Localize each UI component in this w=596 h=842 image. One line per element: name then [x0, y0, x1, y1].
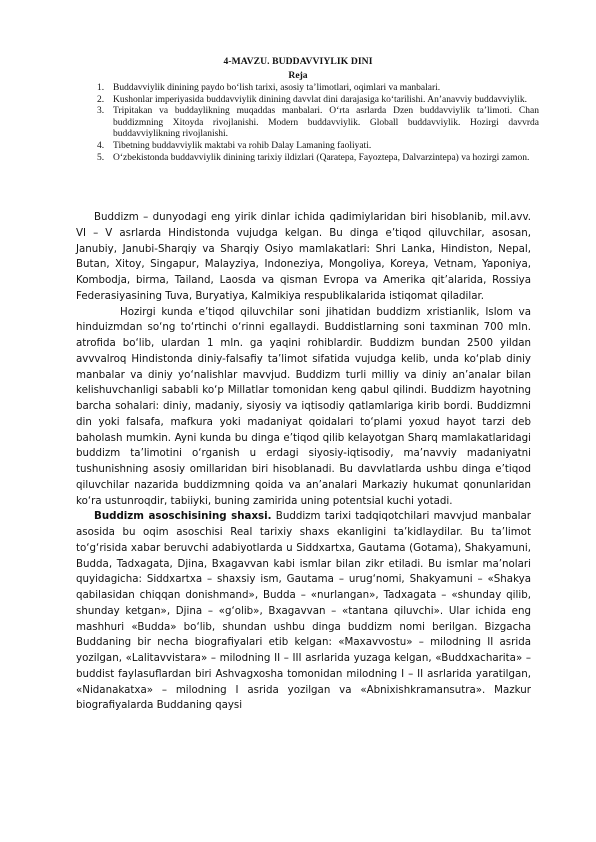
paragraph-intro: Buddizm – dunyodagi eng yirik dinlar ichida qadimiylaridan biri hisoblanib, mil.avv. VI – V asrlarda Hindistonda vujudga kelgan. Bu dinga e’tiqod qiluvchilar, asosan, Janubiy, Janubi-Sharqiy va Sharqiy Osiyo mamlakatlari: Shri Lanka, Hindiston, Nepal, Butan, Xitoy, Singapur, Malayziya, Indoneziya, Mongoliya, Koreya, Vetnam, Yaponiya, Kombodja, birma, Tailand, Laosda va qisman Evropa va Amerika qit’alarida, Rossiya Federasiyasining Tuva, Buryatiya, Kalmikiya respublikalarida istiqomat qiladilar. — [76, 211, 531, 302]
plan-item — [93, 95, 539, 107]
plan-item-number: 2. — [97, 94, 105, 105]
plan-item-text: O‘zbekistonda buddavviylik dinining tarixiy ildizlari (Qaratepa, Fayoztepa, Dalvarzintepa) va hozirgi zamon. — [113, 152, 530, 163]
plan-item-number: 3. — [97, 106, 105, 117]
plan-item — [93, 153, 539, 165]
plan-heading: Reja — [288, 70, 308, 81]
plan-item-text: Tripitakan va buddaylikning muqaddas manbalari. O‘rta asrlarda Dzen buddavviylik ta’limoti. Chan buddizmning Xitoyda rivojlanishi. Modern buddavviylik. Globall buddavviylik. Hozirgi davvrda buddavviylikning rivojlanishi. — [113, 106, 539, 140]
plan-item-text: Tibetning buddavviylik maktabi va rohib Dalay Lamaning faoliyati. — [113, 140, 372, 151]
plan-item-number: 4. — [97, 140, 105, 151]
plan-item — [93, 83, 539, 95]
paragraph-founder-text: Buddizm tarixi tadqiqotchilari mavvjud manbalar asosida bu oqim asoschisi Real tarixiy shaxs ekanligini ta’kidlaydilar. Bu ta’limot to‘g‘risida xabar beruvchi adabiyotlarda u Siddxartxa, Gautama (Gotama), Shakyamuni, Budda, Tadxagata, Djina, Bxagavvan kabi ismlar bilan zikr etiladi. Bu ismlar ma’nolari quyidagicha: Siddxartxa – shaxsiy ism, Gautama – urug‘nomi, Shakyamuni – «Shakya qabilasidan chiqqan donishmand», Budda – «nurlangan», Tadxagata – «shunday qilib, shunday ketgan», Djina – «g‘olib», Bxagavvan – «tantana qiluvchi». Ular ichida eng mashhuri «Budda» bo‘lib, shundan ushbu dinga buddizm nomi berilgan. Bizgacha Buddaning bir necha biografiyalari etib kelgan: «Maxavvostu» – milodning II asrida yozilgan, «Lalitavvistara» – milodning II – III asrlarida yuzaga kelgan, «Buddxacharita» – buddist faylasuflardan biri Ashvagxosha tomonidan milodning I – II asrlarida yaratilgan, «Nidanakatxa» – milodning I asrida yozilgan va «Abnixishkramansutra». Mazkur biografiyalarda Buddaning qaysi — [76, 510, 531, 712]
paragraph-followers: Hozirgi kunda e’tiqod qiluvchilar soni jihatidan buddizm xristianlik, Islom va hinduizmdan so‘ng to‘rtinchi o‘rinni egallaydi. Buddistlarning soni taxminan 700 mln. atrofida bo‘lib, ulardan 1 mln. ga yaqini rohiblardir. Buddizm bundan 2500 yildan avvvalroq Hindistonda diniy-falsafiy ta’limot sifatida vujudga kelib, unda ko‘plab diniy manbalar va diniy yo‘nalishlar mavvjud. Buddizm turli milliy va diniy an’analar bilan kelishuvchanligi sababli ko‘p Millatlar tomonidan keng qabul qilindi. Buddizm hayotning barcha sohalari: diniy, madaniy, siyosiy va iqtisodiy qatlamlariga kirib bordi. Buddizmni din yoki falsafa, mafkura yoki madaniyat qoidalari to‘plami yoxud hayot tarzi deb baholash mumkin. Ayni kunda bu dinga e’tiqod qilib kelayotgan Sharq mamlakatlaridagi buddizm ta’limotini o‘rganish u erdagi siyosiy-iqtisodiy, ma’navviy madaniyatni tushunishning asosiy omillaridan biri hisoblanadi. Bu davvlatlarda ushbu dinga e’tiqod qiluvchilar nazarida buddizmning qoida va an’analari Markaziy hukumat qonunlaridan ko‘ra ustunroqdir, tabiiyki, buning zamirida uning potentsial kuchi yotadi. — [76, 305, 531, 507]
plan-item — [93, 141, 539, 153]
plan-item-text: Kushonlar imperiyasida buddavviylik dinining davvlat dini darajasiga ko‘tarilishi. An’anavviy buddavviylik. — [113, 94, 527, 105]
body-text — [76, 210, 531, 714]
plan-item-text: Buddavviylik dinining paydo bo‘lish tarixi, asosiy ta’limotlari, oqimlari va manbalari. — [113, 83, 441, 93]
plan-list — [93, 83, 539, 164]
paragraph-founder — [76, 509, 531, 714]
section-heading: Buddizm asoschisining shaxsi. — [94, 510, 272, 523]
plan-item — [93, 106, 539, 141]
plan-item-number: 5. — [97, 152, 105, 163]
plan-item-number: 1. — [97, 83, 105, 93]
document-title: 4-MAVZU. BUDDAVVIYLIK DINI — [223, 56, 373, 67]
